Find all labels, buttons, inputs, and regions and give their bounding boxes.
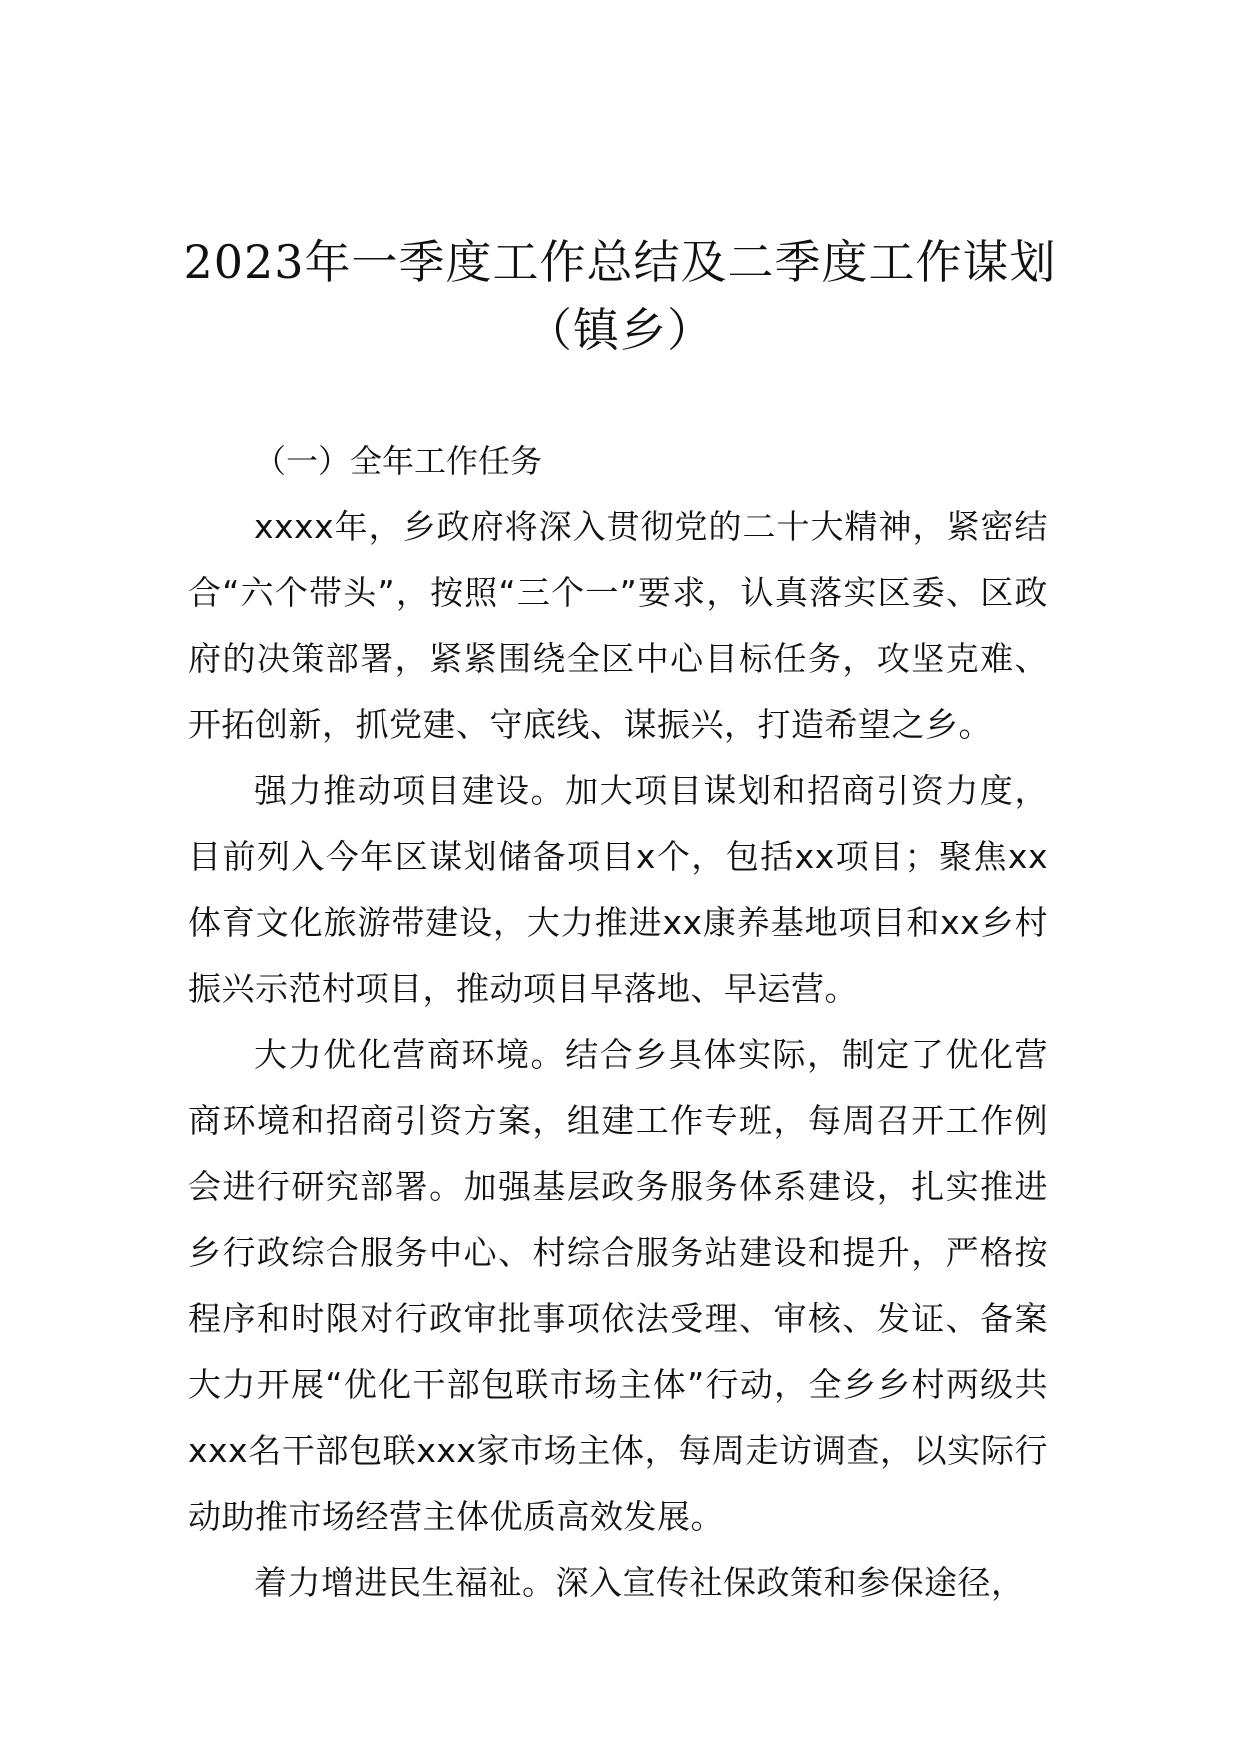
paragraph-business-environment: 大力优化营商环境。结合乡具体实际，制定了优化营商环境和招商引资方案，组建工作专班，每周召开工作例会进行研究部署。加强基层政务服务体系建设，扎实推进乡行政综合服务中心、村综合服务站建设和提升，严格按程序和时限对行政审批事项依法受理、审核、发证、备案大力开展“优化干部包联市场主体”行动，全乡乡村两级共xxx名干部包联xxx家市场主体，每周走访调查，以实际行动助推市场经营主体优质高效发展。 <box>188 1035 1048 1536</box>
paragraph-intro: xxxx年，乡政府将深入贯彻党的二十大精神，紧密结合“六个带头”，按照“三个一”要求，认真落实区委、区政府的决策部署，紧紧围绕全区中心目标任务，攻坚克难、开拓创新，抓党建、守底线、谋振兴，打造希望之乡。 <box>188 507 1048 744</box>
title-line-1: 2023年一季度工作总结及二季度工作谋划 <box>183 235 1057 289</box>
paragraph-project-construction: 强力推动项目建设。加大项目谋划和招商引资力度，目前列入今年区谋划储备项目x个，包括xx项目；聚焦xx体育文化旅游带建设，大力推进xx康养基地项目和xx乡村振兴示范村项目，推动项目早落地、早运营。 <box>188 771 1048 1008</box>
document-title <box>0 228 1240 364</box>
section-heading: （一）全年工作任务 <box>254 442 543 480</box>
paragraph-livelihood: 着力增进民生福祉。深入宣传社保政策和参保途径， <box>254 1563 1025 1602</box>
title-line-2: （镇乡） <box>526 303 714 357</box>
document-body <box>188 428 1048 1616</box>
